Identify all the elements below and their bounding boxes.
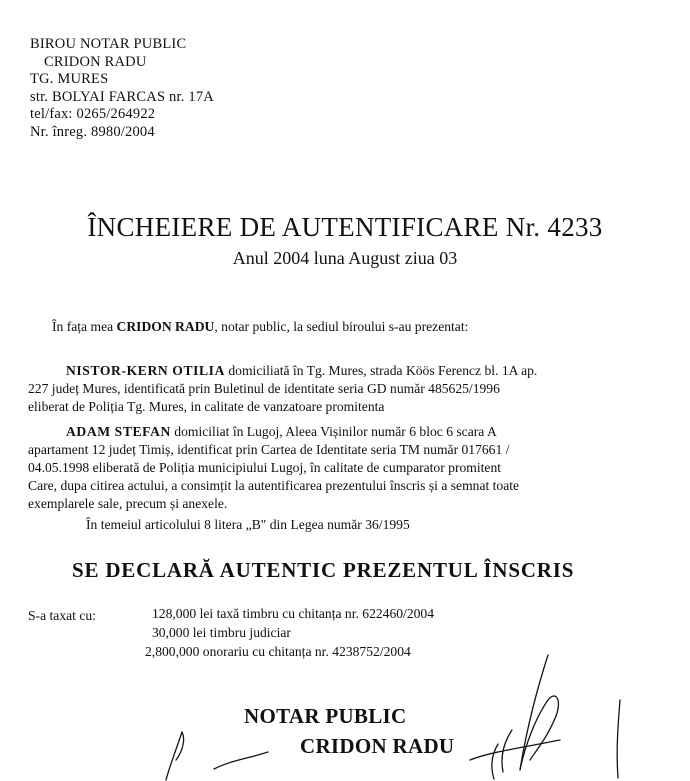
fee-judicial-stamp: 30,000 lei timbru judiciar xyxy=(152,625,291,640)
office-notary-name: CRIDON RADU xyxy=(44,53,147,70)
party2-line3: 04.05.1998 eliberată de Poliția municipiului Lugoj, în calitate de cumparator promitent xyxy=(28,460,502,475)
intro-prefix: În fața mea xyxy=(52,319,117,334)
office-name: BIROU NOTAR PUBLIC xyxy=(30,36,187,52)
intro-suffix: , notar public, la sediul biroului s-au prezentat: xyxy=(214,319,469,334)
fees-label: S-a taxat cu: xyxy=(28,608,96,623)
notary-title: NOTAR PUBLIC xyxy=(244,704,407,728)
notary-name: CRIDON RADU xyxy=(300,734,455,758)
party2-name: ADAM STEFAN xyxy=(66,424,171,439)
consent-line2: exemplarele sale, precum și anexele. xyxy=(28,496,228,511)
document-title: ÎNCHEIERE DE AUTENTIFICARE Nr. 4233 xyxy=(87,212,603,242)
legal-basis: În temeiul articolului 8 litera „B" din Legea număr 36/1995 xyxy=(86,517,410,532)
document-date: Anul 2004 luna August ziua 03 xyxy=(232,248,458,268)
party1-address: domiciliată în Tg. Mures, strada Köös Ferencz bl. 1A ap. xyxy=(224,363,538,378)
party2-line2: apartament 12 județ Timiș, identificat prin Cartea de Identitate seria TM număr 017661 / xyxy=(28,442,510,457)
fee-honorarium: 2,800,000 onorariu cu chitanța nr. 4238752/2004 xyxy=(145,644,411,659)
consent-line1: Care, dupa citirea actului, a consimțit la autentificarea prezentului înscris și a semnat toate xyxy=(28,478,520,493)
office-city: TG. MURES xyxy=(30,71,109,87)
party2-address: domiciliat în Lugoj, Aleea Vișinilor număr 6 bloc 6 scara A xyxy=(170,424,497,439)
office-registration: Nr. înreg. 8980/2004 xyxy=(30,123,155,140)
authentication-declaration: SE DECLARĂ AUTENTIC PREZENTUL ÎNSCRIS xyxy=(72,558,575,582)
party1-line2: 227 județ Mures, identificată prin Buletinul de identitate seria GD număr 485625/1996 xyxy=(28,381,500,396)
office-address: str. BOLYAI FARCAS nr. 17A xyxy=(30,88,214,105)
party1-name: NISTOR-KERN OTILIA xyxy=(66,363,225,378)
office-phone: tel/fax: 0265/264922 xyxy=(30,106,156,122)
fee-stamp-tax: 128,000 lei taxă timbru cu chitanța nr. 622460/2004 xyxy=(152,606,435,621)
intro-notary-name: CRIDON RADU xyxy=(116,319,215,334)
party1-line3: eliberat de Poliția Tg. Mures, in calitate de vanzatoare promitenta xyxy=(28,399,385,414)
